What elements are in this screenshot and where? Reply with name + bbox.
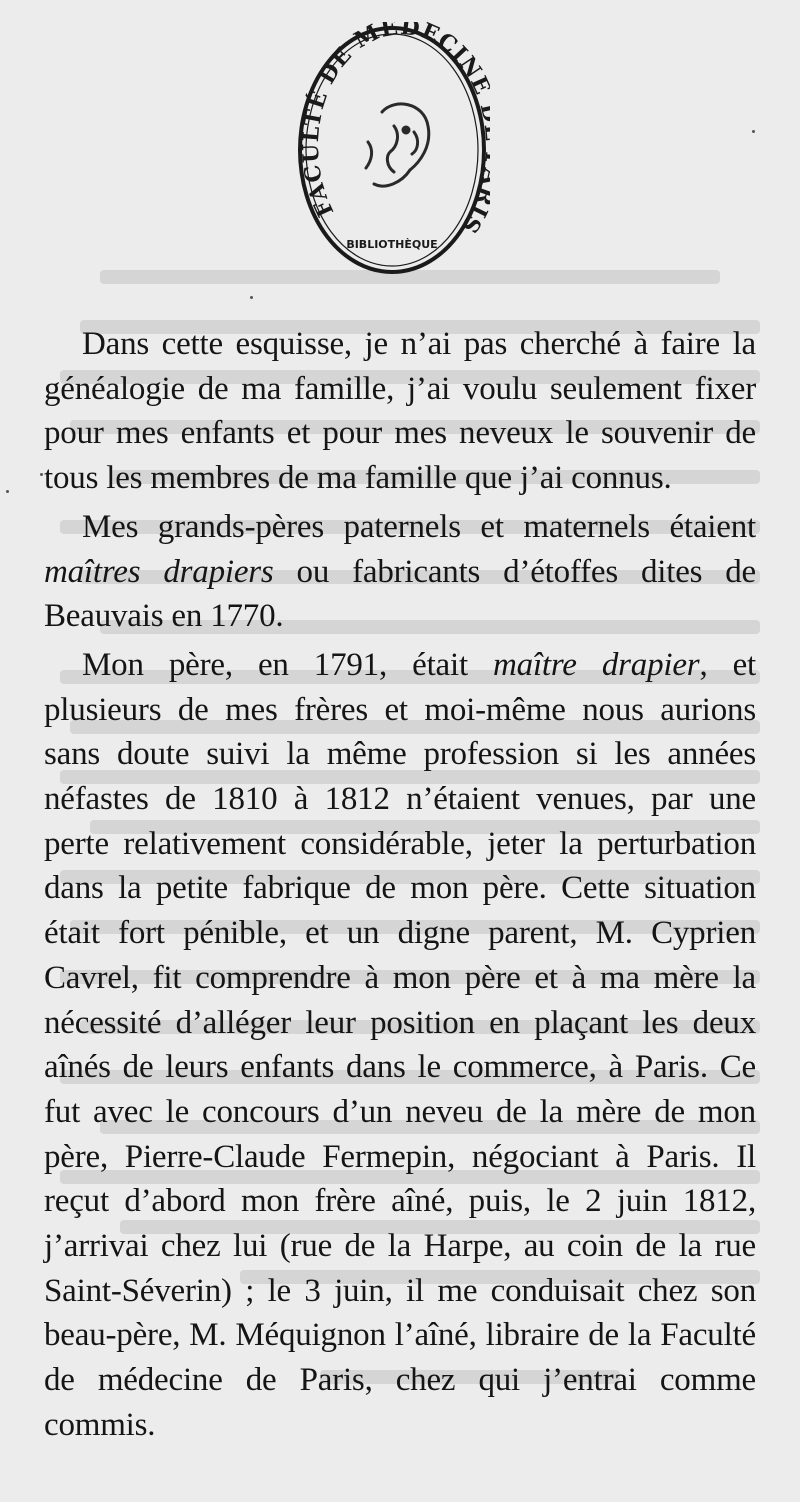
paragraph-father-text-2: , et plusieurs de mes frères et moi-même nous aurions sans doute suivi la même profession si les années néfastes de 1810 à 1812 n’étaient venues, par une perte relativement considérable, jeter la perturbation dans la petite fabrique de mon père. Cette situation était fort pénible, et un digne parent, M. Cyprien Cavrel, fit comprendre à mon père et à ma mère la nécessité d’alléger leur position en plaçant les deux aînés de leurs enfants dans le commerce, à Paris. Ce fut avec le concours d’un neveu de la mère de mon père, Pierre-Claude Fermepin, négociant à Paris. Il reçut d’abord mon frère aîné, puis, le 2 juin 1812, j’arrivai chez lui (rue de la Harpe, au coin de la rue Saint-Séverin) ; le 3 juin, il me conduisait chez son beau-père, M. Méquignon l’aîné, libraire de la Faculté de médecine de Paris, chez qui j’entrai comme commis. <box>44 646 756 1443</box>
library-stamp <box>294 22 490 278</box>
paragraph-father-italic: maître drapier <box>493 646 700 683</box>
stamp-portrait-icon <box>366 104 429 186</box>
stamp-text-arc: FACULTÉ DE MÉDECIN IS <box>297 22 490 239</box>
scan-speck <box>250 296 253 299</box>
paragraph-grandparents-text-2: ou fabricants d’étoffes dites de Beauvais en 1770. <box>44 553 756 635</box>
paragraph-father-text-1: Mon père, en 1791, était <box>82 646 494 683</box>
paragraph-intro-text: Dans cette esquisse, je n’ai pas cherché à faire la généalogie de ma famille, j’ai voulu seulement fixer pour mes enfants et pour mes neveux le souvenir de tous les membres de ma famille que j’ai connus. <box>44 326 756 497</box>
stamp-seal-graphic <box>294 22 490 278</box>
scan-speck <box>752 130 755 133</box>
paragraph-grandparents-text-1: Mes grands-pères paternels et maternels étaient <box>82 508 756 545</box>
paragraph-grandparents-italic: maîtres drapiers <box>44 553 274 590</box>
scan-speck <box>6 490 9 493</box>
body-text <box>44 322 756 1452</box>
scan-speck <box>40 473 43 476</box>
paragraph-grandparents <box>44 505 756 639</box>
paragraph-intro <box>44 322 756 501</box>
paragraph-father <box>44 643 756 1448</box>
stamp-text-bottom: BIBLIOTHÈQUE <box>346 238 438 251</box>
